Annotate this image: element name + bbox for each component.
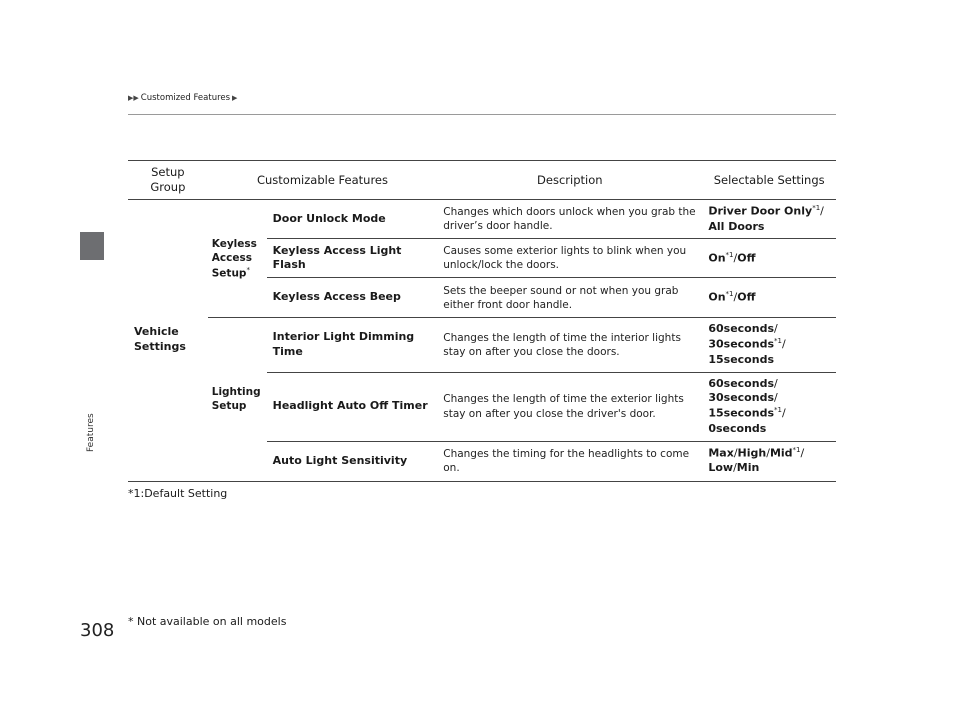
availability-note: * Not available on all models — [128, 615, 287, 628]
table-row — [128, 200, 836, 239]
section-label: Features — [86, 413, 96, 452]
feature-description: Sets the beeper sound or not when you grab either front door handle. — [437, 278, 702, 318]
feature-name: Interior Light Dimming Time — [267, 318, 438, 372]
header-features: Customizable Features — [208, 161, 437, 200]
feature-description: Causes some exterior lights to blink when you unlock/lock the doors. — [437, 239, 702, 278]
feature-settings: 60seconds/ 30seconds/ 15seconds$^{*1}$/ 0seconds — [702, 372, 836, 441]
features-table — [128, 160, 836, 482]
default-setting-footnote: *1:Default Setting — [128, 487, 228, 500]
header-description: Description — [437, 161, 702, 200]
breadcrumb-title[interactable]: Customized Features — [140, 93, 231, 103]
feature-name: Keyless Access Light Flash — [267, 239, 438, 278]
table-header-row — [128, 161, 836, 200]
feature-description: Changes which doors unlock when you grab the driver’s door handle. — [437, 200, 702, 239]
header-settings: Selectable Settings — [702, 161, 836, 200]
feature-settings: Driver Door Only$^{*1}$/ All Doors — [702, 200, 836, 239]
feature-description: Changes the length of time the interior lights stay on after you close the doors. — [437, 318, 702, 372]
group-vehicle-settings: Vehicle Settings — [128, 200, 208, 482]
page-number: 308 — [80, 620, 115, 641]
header-setup-group: Setup Group — [128, 161, 208, 200]
feature-settings: On$^{*1}$/Off — [702, 239, 836, 278]
subgroup-lighting-setup: Lighting Setup — [208, 318, 267, 481]
feature-settings: On$^{*1}$/Off — [702, 278, 836, 318]
table-row — [128, 318, 836, 372]
subgroup-keyless-access: Keyless Access Setup* — [208, 200, 267, 318]
feature-settings: 60seconds/ 30seconds$^{*1}$/ 15seconds — [702, 318, 836, 372]
arrow-icon: ▶▶ — [128, 94, 139, 102]
feature-name: Auto Light Sensitivity — [267, 441, 438, 481]
feature-description: Changes the length of time the exterior lights stay on after you close the driver's door. — [437, 372, 702, 441]
arrow-icon: ▶ — [232, 94, 238, 102]
feature-name: Door Unlock Mode — [267, 200, 438, 239]
feature-description: Changes the timing for the headlights to come on. — [437, 441, 702, 481]
feature-name: Headlight Auto Off Timer — [267, 372, 438, 441]
breadcrumb — [128, 93, 237, 103]
feature-settings: Max/High/Mid$^{*1}$/ Low/Min — [702, 441, 836, 481]
section-tab — [80, 232, 104, 260]
feature-name: Keyless Access Beep — [267, 278, 438, 318]
header-divider — [128, 114, 836, 115]
